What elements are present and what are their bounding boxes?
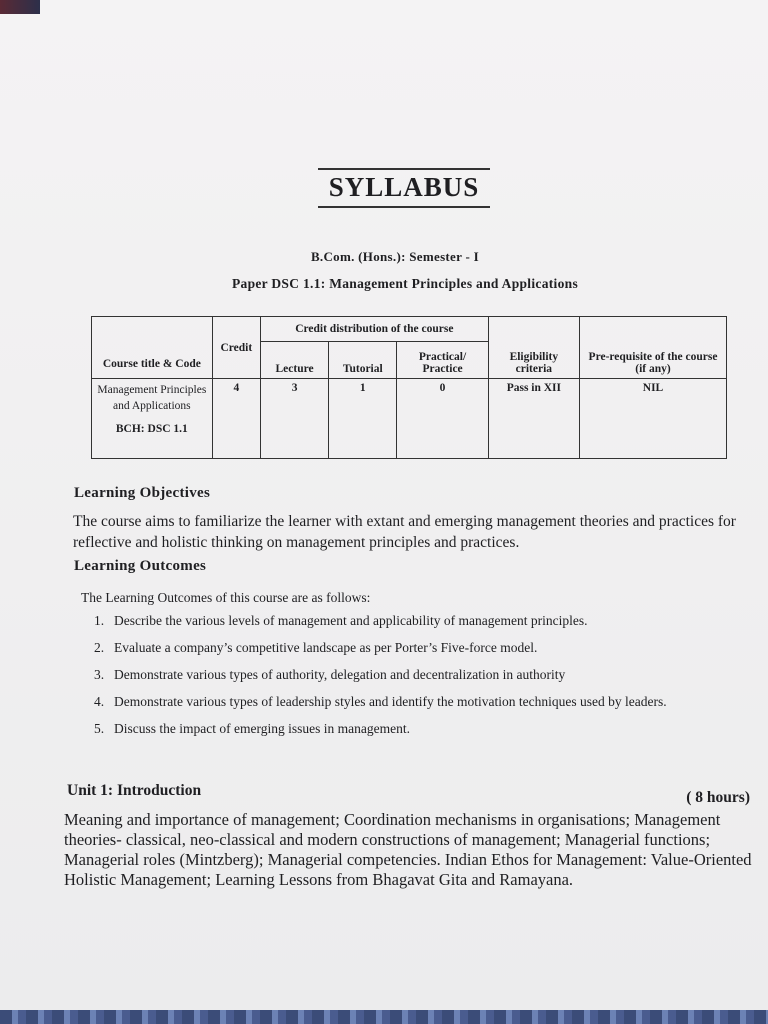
cell-prerequisite: NIL [580, 379, 727, 459]
cell-course-title [92, 379, 213, 459]
course-code: BCH: DSC 1.1 [115, 423, 188, 435]
table-row [92, 379, 727, 459]
header-credit: Credit [212, 317, 260, 379]
list-item-text: Describe the various levels of management and applicability of management principles. [114, 613, 588, 628]
background-fabric-bottom [0, 1010, 768, 1024]
list-item-number: 4. [94, 694, 105, 709]
list-item-text: Demonstrate various types of authority, delegation and decentralization in authority [114, 667, 566, 682]
header-practical: Practical/ Practice [397, 342, 488, 379]
header-lecture: Lecture [260, 342, 328, 379]
list-item-text: Evaluate a company’s competitive landscape as per Porter’s Five-force model. [114, 640, 538, 655]
list-item [94, 612, 734, 629]
list-item [94, 720, 734, 737]
unit-1-title: Unit 1: Introduction [67, 782, 202, 799]
header-prerequisite: Pre-requisite of the course (if any) [580, 317, 727, 379]
list-item-text: Demonstrate various types of leadership styles and identify the motivation techniques used by leaders. [114, 694, 667, 709]
list-item-number: 1. [94, 613, 105, 628]
list-item-number: 3. [94, 667, 105, 682]
program-subtitle: B.Com. (Hons.): Semester - I [310, 249, 480, 264]
learning-objectives-text: The course aims to familiarize the learner with extant and emerging management theories and practices for reflective and holistic thinking on management principles and practices. [73, 513, 736, 551]
course-name: Management Principles and Applications [97, 384, 207, 412]
learning-outcomes-list [94, 612, 734, 747]
cell-tutorial: 1 [329, 379, 397, 459]
list-item-number: 2. [94, 640, 105, 655]
cell-eligibility: Pass in XII [488, 379, 579, 459]
title-top-rule [318, 168, 490, 170]
header-tutorial: Tutorial [329, 342, 397, 379]
paper-title: Paper DSC 1.1: Management Principles and Applications [231, 276, 579, 291]
background-fabric-top [0, 0, 40, 14]
list-item [94, 666, 734, 683]
title-underline [318, 206, 490, 208]
list-item-number: 5. [94, 721, 105, 736]
header-course-title: Course title & Code [92, 317, 213, 379]
course-credit-table [91, 316, 727, 459]
header-eligibility: Eligibility criteria [488, 317, 579, 379]
cell-practical: 0 [397, 379, 488, 459]
list-item [94, 693, 734, 710]
list-item-text: Discuss the impact of emerging issues in management. [114, 721, 410, 736]
list-item [94, 639, 734, 656]
unit-1-description: Meaning and importance of management; Coordination mechanisms in organisations; Management theories- classical, neo-classical and modern constructions of management; Managerial functions; Managerial roles (Mintzberg); Managerial competencies. Indian Ethos for Management: Value-Oriented Holistic Management; Learning Lessons from Bhagavat Gita and Ramayana. [64, 810, 752, 889]
unit-1-hours: ( 8 hours) [686, 789, 750, 806]
header-credit-distribution: Credit distribution of the course [260, 317, 488, 342]
page-title: SYLLABUS [328, 172, 480, 202]
cell-lecture: 3 [260, 379, 328, 459]
cell-credit: 4 [212, 379, 260, 459]
learning-outcomes-intro: The Learning Outcomes of this course are as follows: [81, 590, 371, 605]
learning-objectives-heading: Learning Objectives [74, 485, 211, 501]
learning-outcomes-heading: Learning Outcomes [74, 558, 207, 574]
